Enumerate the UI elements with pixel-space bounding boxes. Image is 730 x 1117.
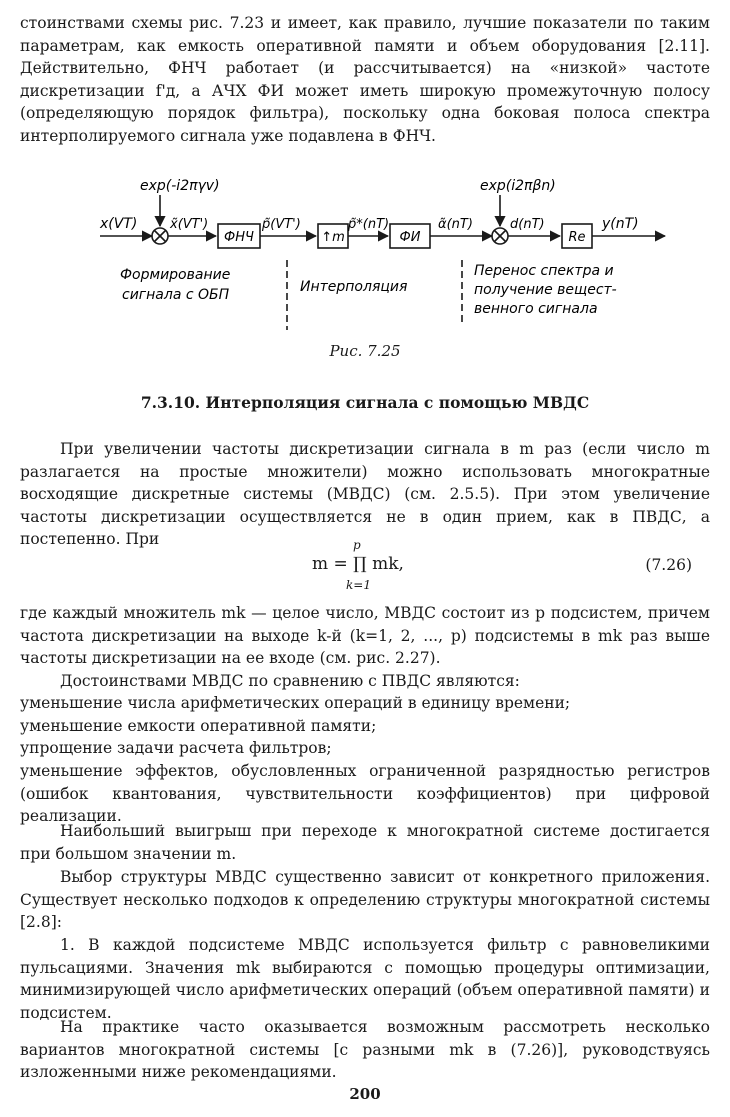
input-label: x(VT) [100, 216, 138, 232]
d-label: d(nT) [510, 217, 545, 232]
paragraph-4: Выбор структуры МВДС существенно зависит от конкретного приложения. Существует несколько подходов к определению структуры многократной системы [2.8]: [20, 868, 710, 932]
formula-lower-limit: k=1 [346, 578, 371, 592]
section3-line1: Перенос спектра и [474, 263, 614, 279]
advantages-intro: Достоинствами МВДС по сравнению с ПВДС являются: [60, 672, 520, 690]
advantage-item: уменьшение емкости оперативной памяти; [20, 717, 377, 735]
formula-7-26 [0, 538, 730, 598]
paragraph-3: Наибольший выигрыш при переходе к многократной системе достигается при большом значении m. [20, 822, 710, 863]
interp-label: ↑m [321, 230, 345, 245]
block-diagram [90, 175, 680, 355]
formula-number: (7.26) [645, 556, 692, 574]
re-label: Re [568, 230, 586, 245]
alpha-label: α̃(nT) [438, 217, 473, 232]
figure-caption: Рис. 7.25 [329, 342, 401, 360]
section3-line3: венного сигнала [474, 301, 598, 317]
section1-line1: Формирование [120, 267, 231, 283]
section1-line2: сигнала с ОБП [122, 287, 230, 303]
intro-paragraph: стоинствами схемы рис. 7.23 и имеет, как правило, лучшие показатели по таким параметрам, как емкость оперативной памяти и объем оборудования [2.11]. Действительно, ФНЧ работает (и рассчитывается) на «низкой» частоте дискретизации f'д, а АЧХ ФИ может иметь широкую промежуточную полосу (определяющую порядок фильтра), поскольку одна боковая полоса спектра интерполируемого сигнала уже подавлена в ФНЧ. [20, 14, 710, 145]
page-number: 200 [349, 1085, 381, 1103]
paragraph-1: При увеличении частоты дискретизации сигнала в m раз (если число m разлагается на простые множители) можно использовать многократные восходящие дискретные системы (МВДС) (см. 2.5.5). При этом увеличение частоты дискретизации осуществляется не в один прием, как в ПВДС, а постепенно. При [20, 440, 710, 549]
paragraph-5: 1. В каждой подсистеме МВДС используется фильтр с равновеликими пульсациями. Значения mk выбираются с помощью процедуры оптимизации, минимизирующей число арифметических операций (объем оперативной памяти) и подсистем. [20, 936, 710, 1022]
section-heading: 7.3.10. Интерполяция сигнала с помощью МВДС [140, 393, 590, 412]
section3-line2: получение вещест- [474, 282, 617, 298]
exp2-label: exp(i2πβn) [480, 178, 556, 194]
paragraph-6: На практике часто оказывается возможным рассмотреть несколько вариантов многократной системы [с разными mk в (7.26)], руководствуясь изложенными ниже рекомендациями. [20, 1018, 710, 1082]
section2-label: Интерполяция [300, 279, 408, 295]
advantage-item: уменьшение эффектов, обусловленных ограниченной разрядностью регистров (ошибок квантования, чувствительности коэффициентов) при цифровой реализации. [20, 762, 710, 826]
formula-expression: m = ∏ mk, [312, 554, 404, 574]
output-label: y(nT) [602, 216, 639, 232]
advantage-item: уменьшение числа арифметических операций в единицу времени; [20, 694, 571, 712]
exp1-label: exp(-i2πγv) [140, 178, 220, 194]
p-star-label: p̃*(nT) [348, 217, 390, 232]
paragraph-2: где каждый множитель mk — целое число, МВДС состоит из p подсистем, причем частота дискретизации на выходе k-й (k=1, 2, ..., p) подсистемы в mk раз выше частоты дискретизации на ее входе (см. рис. 2.27). [20, 604, 710, 668]
formula-upper-limit: p [353, 538, 361, 552]
x-tilde-label: x̃(VT') [170, 217, 209, 232]
advantage-item: упрощение задачи расчета фильтров; [20, 739, 332, 757]
fnch-label: ФНЧ [224, 230, 254, 245]
p-label: p̃(VT') [262, 217, 301, 232]
fi-label: ФИ [399, 230, 421, 245]
